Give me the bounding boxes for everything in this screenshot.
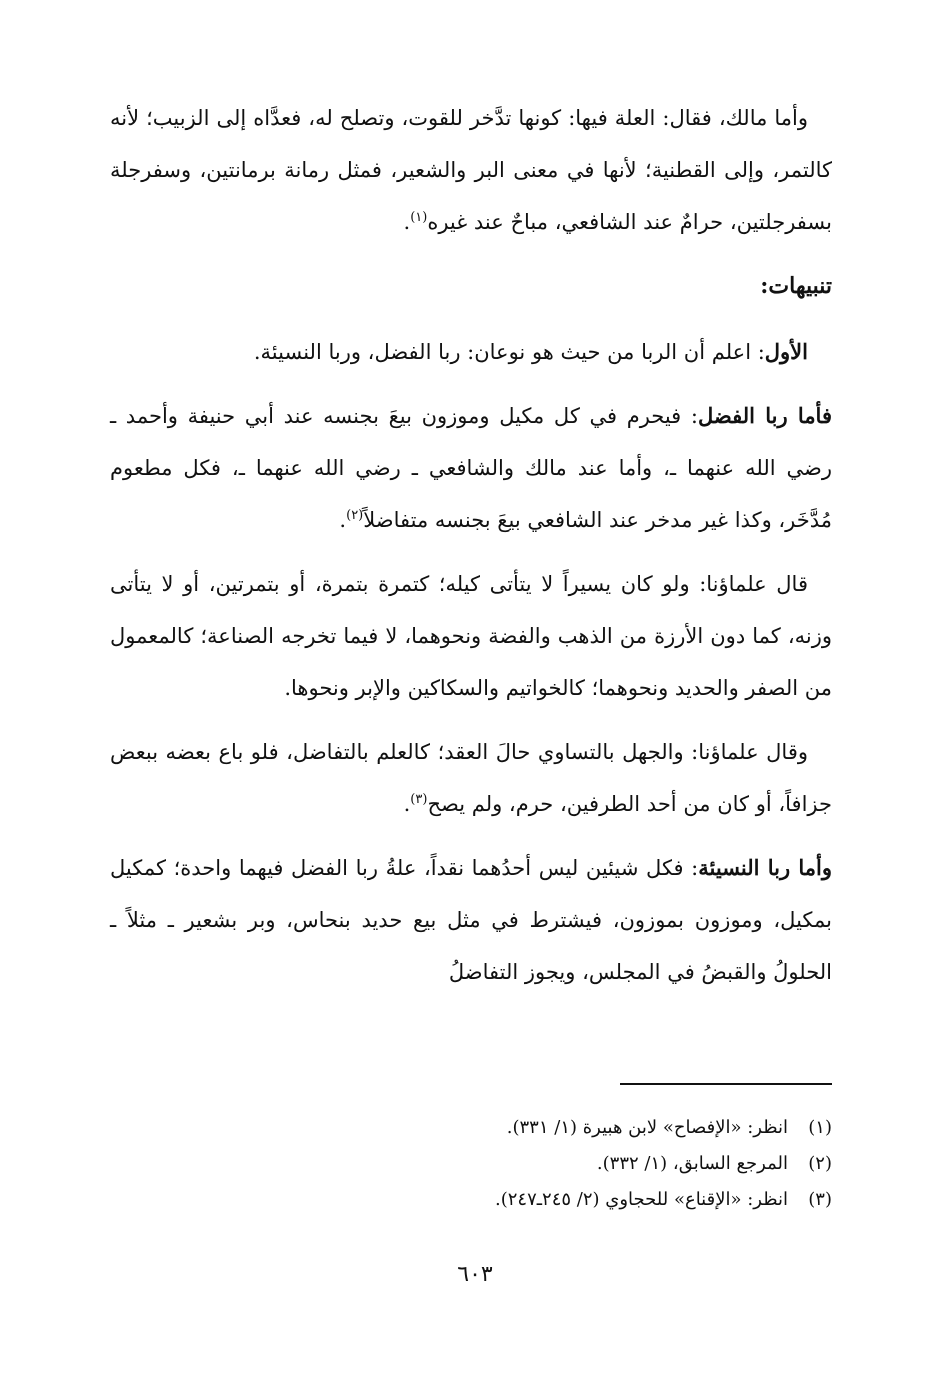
footnote-text: المرجع السابق، (١/ ٣٣٢).	[596, 1153, 788, 1174]
paragraph-riba-al-nasia	[110, 842, 832, 998]
paragraph-text: : اعلم أن الربا من حيث هو نوعان: ربا الفضل، وربا النسيئة.	[253, 340, 765, 364]
paragraph-lead: الأول	[764, 339, 808, 364]
footnote-text: انظر: «الإفصاح» لابن هبيرة (١/ ٣٣١).	[506, 1117, 788, 1138]
footnote-2	[110, 1146, 832, 1182]
footnote-number: (٢)	[808, 1153, 832, 1174]
paragraph-first-note	[110, 326, 832, 378]
paragraph-end: .	[403, 792, 411, 816]
paragraph-text: وأما مالك، فقال: العلة فيها: كونها تدَّخر للقوت، وتصلح له، فعدَّاه إلى الزبيب؛ لأنه كالتمر، وإلى القطنية؛ لأنها في معنى البر والشعير، فمثل رمانة برمانتين، وسفرجلة بسفرجلتين، حرامٌ عند الشافعي، مباحٌ عند غيره	[110, 106, 832, 234]
paragraph-text: قال علماؤنا: ولو كان يسيراً لا يتأتى كيله؛ كتمرة بتمرة، أو بتمرتين، أو لا يتأتى وزنه، كما دون الأرزة من الذهب والفضة ونحوهما، لا فيما تخرجه الصناعة؛ كالمعمول من الصفر والحديد ونحوهما؛ كالخواتيم والسكاكين والإبر ونحوها.	[110, 572, 832, 700]
paragraph-scholars-ignorance	[110, 726, 832, 830]
footnote-ref-2[interactable]: (٢)	[346, 508, 364, 523]
paragraph-riba-al-fadl	[110, 390, 832, 546]
page-body	[110, 92, 832, 1010]
paragraph-text: وقال علماؤنا: والجهل بالتساوي حالَ العقد؛ كالعلم بالتفاضل، فلو باع بعضه ببعض جزافاً، أو كان من أحد الطرفين، حرم، ولم يصح	[110, 740, 832, 816]
footnote-ref-3[interactable]: (٣)	[410, 792, 428, 807]
paragraph-end: .	[403, 210, 411, 234]
paragraph-lead: فأما ربا الفضل	[697, 403, 832, 428]
paragraph-text: : فكل شيئين ليس أحدُهما نقداً، علةُ ربا الفضل فيهما واحدة؛ كمكيل بمكيل، وموزون بموزون، فيشترط في مثل بيع حديد بنحاس، وبر بشعير ـ مثلاً ـ الحلولُ والقبضُ في المجلس، ويجوز التفاضلُ	[110, 856, 832, 984]
paragraph-lead: وأما ربا النسيئة	[698, 855, 832, 880]
footnote-number: (٣)	[808, 1189, 832, 1210]
paragraph-scholars-small-quantity	[110, 558, 832, 714]
footnote-separator	[620, 1083, 832, 1085]
paragraph-maliki-view	[110, 92, 832, 248]
footnote-text: انظر: «الإقناع» للحجاوي (٢/ ٢٤٥ـ٢٤٧).	[495, 1189, 788, 1210]
page-number: ٦٠٣	[457, 1262, 493, 1287]
footnotes	[110, 1110, 832, 1218]
paragraph-end: .	[339, 508, 347, 532]
footnote-3	[110, 1182, 832, 1218]
footnote-1	[110, 1110, 832, 1146]
section-heading: تنبيهات:	[760, 273, 832, 299]
footnote-number: (١)	[808, 1117, 832, 1138]
paragraph-text: : فيحرم في كل مكيل وموزون بيعَ بجنسه عند أبي حنيفة وأحمد ـ رضي الله عنهما ـ، وأما عند مالك والشافعي ـ رضي الله عنهما ـ، فكل مطعوم مُدَّخَر، وكذا غير مدخر عند الشافعي بيعَ بجنسه متفاضلاً	[110, 404, 832, 532]
footnote-ref-1[interactable]: (١)	[410, 210, 428, 225]
